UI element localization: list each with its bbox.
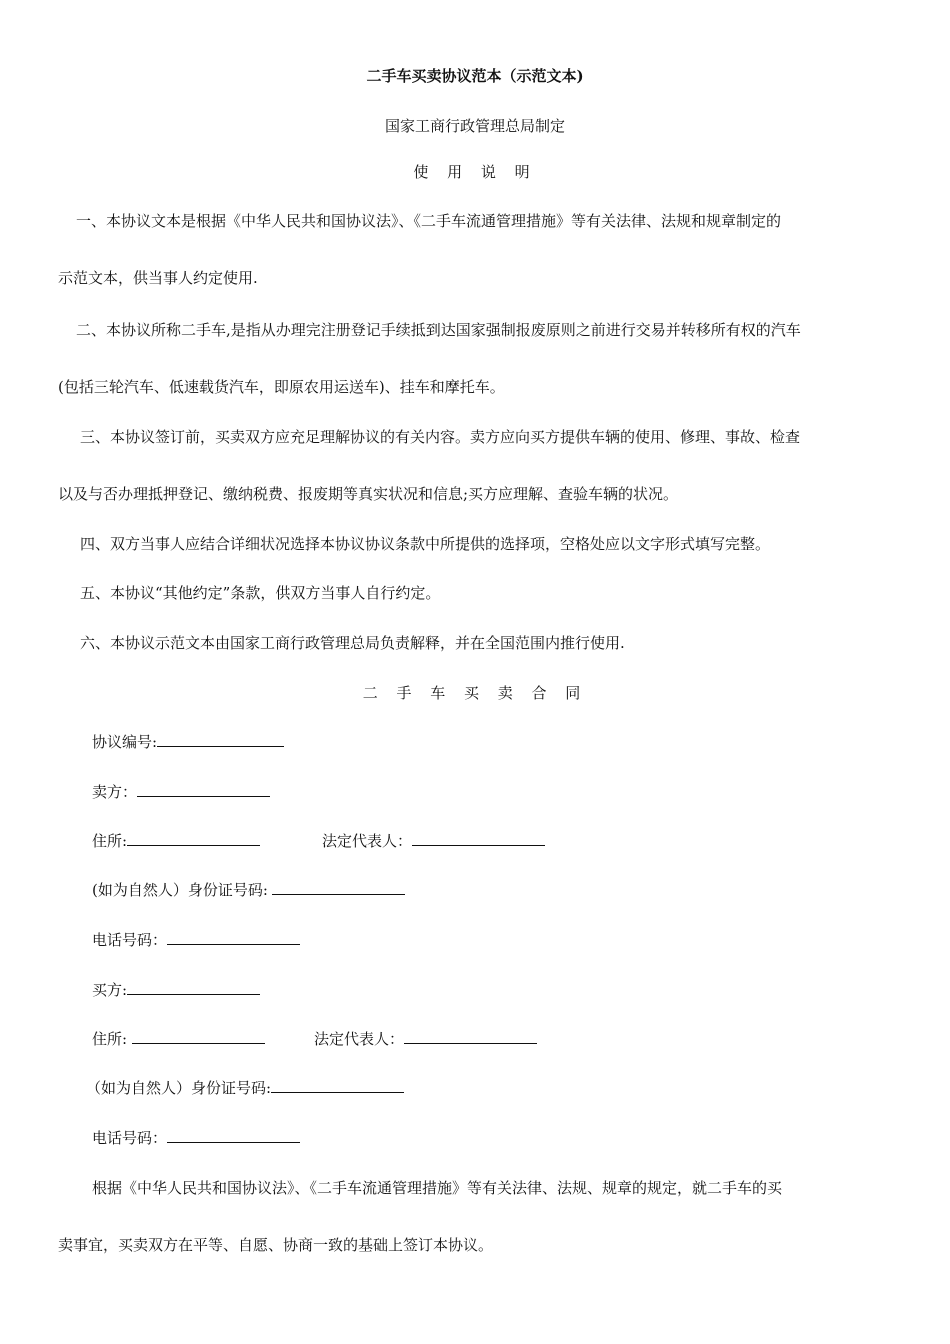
contract-number-blank[interactable] [157,732,284,747]
instruction-2-line-2: (包括三轮汽车、低速载货汽车，即原农用运送车)、挂车和摩托车。 [58,378,505,396]
buyer-field [92,980,260,1000]
preamble-line-2: 卖事宜，买卖双方在平等、自愿、协商一致的基础上签订本协议。 [58,1236,494,1254]
instruction-1-line-2: 示范文本，供当事人约定使用. [58,269,258,287]
instructions-heading: 使 用 说 明 [413,163,537,181]
seller-address-blank[interactable] [127,831,260,846]
issuer-line: 国家工商行政管理总局制定 [384,117,565,135]
instruction-4: 四、双方当事人应结合详细状况选择本协议协议条款中所提供的选择项，空格处应以文字形式填写完整。 [80,535,771,553]
contract-number-label: 协议编号: [92,733,158,751]
seller-label: 卖方： [92,783,138,801]
buyer-address-field [92,1029,265,1049]
seller-id-label: (如为自然人）身份证号码: [92,881,268,899]
seller-field [92,782,270,802]
buyer-label: 买方: [92,981,128,999]
buyer-legal-rep-field [314,1029,537,1049]
buyer-legal-rep-label: 法定代表人： [314,1030,405,1048]
instruction-3-line-1: 三、本协议签订前，买卖双方应充足理解协议的有关内容。卖方应向买方提供车辆的使用、修理、事故、检查 [80,428,801,446]
buyer-phone-blank[interactable] [167,1128,300,1143]
preamble-line-1: 根据《中华人民共和国协议法》、《二手车流通管理措施》等有关法律、法规、规章的规定，就二手车的买 [92,1179,783,1197]
seller-address-label: 住所: [92,832,128,850]
buyer-blank[interactable] [127,980,260,995]
instruction-6: 六、本协议示范文本由国家工商行政管理总局负责解释，并在全国范围内推行使用. [80,634,625,652]
buyer-legal-rep-blank[interactable] [404,1029,537,1044]
buyer-phone-field [92,1128,300,1148]
seller-id-blank[interactable] [272,880,405,895]
seller-address-field [92,831,260,851]
buyer-id-label: （如为自然人）身份证号码: [86,1079,272,1097]
document-title: 二手车买卖协议范本（示范文本) [366,67,584,85]
seller-legal-rep-field [322,831,545,851]
seller-legal-rep-blank[interactable] [412,831,545,846]
instruction-5: 五、本协议“其他约定”条款，供双方当事人自行约定。 [80,584,441,602]
seller-phone-label: 电话号码： [92,931,168,949]
seller-id-field [92,880,405,900]
seller-phone-field [92,930,300,950]
seller-phone-blank[interactable] [167,930,300,945]
buyer-id-blank[interactable] [271,1078,404,1093]
buyer-phone-label: 电话号码： [92,1129,168,1147]
buyer-address-blank[interactable] [132,1029,265,1044]
instruction-2-line-1: 二、本协议所称二手车,是指从办理完注册登记手续抵到达国家强制报废原则之前进行交易并转移所有权的汽车 [76,321,801,339]
buyer-address-label: 住所: [92,1030,128,1048]
seller-blank[interactable] [137,782,270,797]
seller-legal-rep-label: 法定代表人： [322,832,413,850]
instruction-1-line-1: 一、本协议文本是根据《中华人民共和国协议法》、《二手车流通管理措施》等有关法律、法规和规章制定的 [76,212,782,230]
instruction-3-line-2: 以及与否办理抵押登记、缴纳税费、报废期等真实状况和信息;买方应理解、查验车辆的状况。 [58,485,679,503]
contract-number-field [92,732,284,752]
contract-heading: 二 手 车 买 卖 合 同 [362,684,588,702]
buyer-id-field [86,1078,404,1098]
